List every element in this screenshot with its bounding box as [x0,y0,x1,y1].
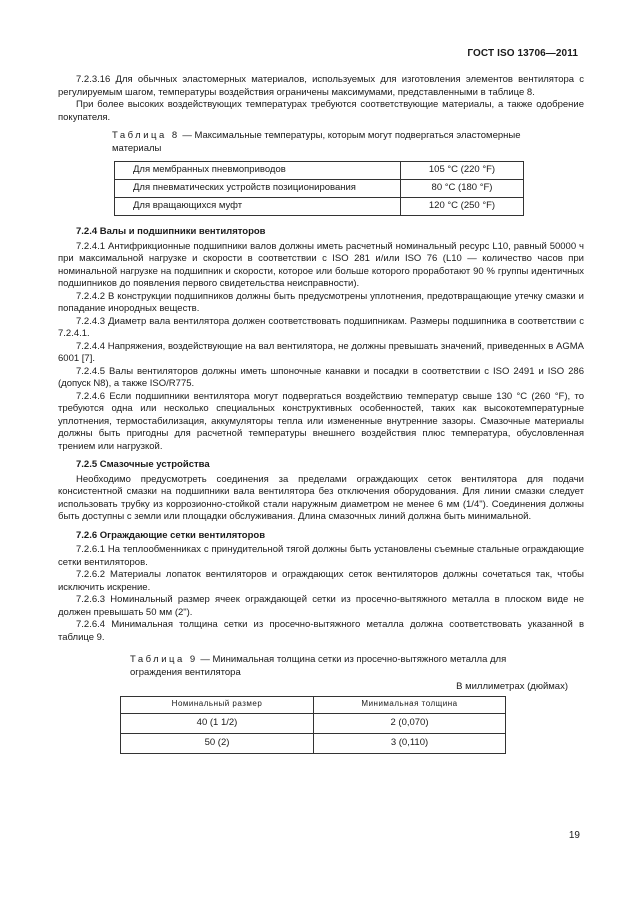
table-cell: Для вращающихся муфт [115,198,401,216]
table-cell: 105 °C (220 °F) [401,162,524,180]
standard-header: ГОСТ ISO 13706—2011 [467,48,578,59]
table-cell: 120 °C (250 °F) [401,198,524,216]
table-9-label: Таблица 9 [130,654,198,665]
paragraph-7-2-4-6: 7.2.4.6 Если подшипники вентилятора могут подвергаться воздействию температур свыше 130 °C (260 °F), то требуются одна или несколько специальных конструктивных особенностей, таких как высокотемпературные уплотнения, термостабилизация, аккумуляторы тепла или измененные внутренние зазоры. Смазочные материалы должны быть пригодны для расчетной температуры внешнего воздействия плюс температура, обусловленная трением или нагрузкой. [58,390,584,452]
paragraph-7-2-4-5: 7.2.4.5 Валы вентиляторов должны иметь шпоночные канавки и посадки в соответствии с ISO 2491 и ISO 286 (допуск N8), а также ISO/R775. [58,365,584,389]
table-row [121,733,506,753]
table-row [115,198,524,216]
paragraph-7-2-4-1: 7.2.4.1 Антифрикционные подшипники валов должны иметь расчетный номинальный ресурс L10, равный 50000 ч при максимальной нагрузке и скорости в соответствии с ISO 281 и/или ISO 76 (L10 — количество часов при номинальной нагрузке на подшипник и скорости, которое или больше которого проработают 90 % группы идентичных подшипников до появления первого свидетельства неисправности). [58,240,584,289]
page-number: 19 [568,830,580,841]
table-cell: 40 (1 1/2) [121,713,314,733]
paragraph-7-2-6-2: 7.2.6.2 Материалы лопаток вентиляторов и ограждающих сеток вентиляторов должны сочетаться так, чтобы исключить искрение. [58,569,584,593]
table-8 [114,161,524,216]
table-row [121,713,506,733]
heading-7-2-4: 7.2.4 Валы и подшипники вентиляторов [76,226,266,237]
paragraph-7-2-6-4: 7.2.6.4 Минимальная толщина сетки из просечно-вытяжного металла должна соответствовать указанной в таблице 9. [58,619,584,643]
table-cell: 50 (2) [121,733,314,753]
table-9 [120,696,506,754]
paragraph-7-2-3-16: 7.2.3.16 Для обычных эластомерных материалов, используемых для изготовления элементов вентилятора с регулируемым шагом, температуры воздействия ограничены максимумами, представленными в таблице 8. [58,74,584,98]
paragraph-7-2-4-3: 7.2.4.3 Диаметр вала вентилятора должен соответствовать подшипникам. Размеры подшипника в соответствии с 7.2.4.1. [58,315,584,339]
table-9-units: В миллиметрах (дюймах) [456,681,568,692]
paragraph-7-2-4-4: 7.2.4.4 Напряжения, воздействующие на вал вентилятора, не должны превышать значений, приведенных в AGMA 6001 [7]. [58,340,584,364]
table-cell: 80 °C (180 °F) [401,180,524,198]
column-header: Номинальный размер [121,696,314,713]
paragraph-7-2-6-3: 7.2.6.3 Номинальный размер ячеек ограждающей сетки из просечно-вытяжного металла в плоском виде не должен превышать 50 мм (2"). [58,594,584,618]
paragraph-7-2-6-1: 7.2.6.1 На теплообменниках с принудительной тягой должны быть установлены съемные стальные ограждающие сетки вентиляторов. [58,544,584,568]
table-cell: 2 (0,070) [314,713,506,733]
table-cell: Для пневматических устройств позиционирования [115,180,401,198]
column-header: Минимальная толщина [314,696,506,713]
table-row [115,180,524,198]
table-8-caption [112,130,522,155]
paragraph-higher-temps: При более высоких воздействующих температурах требуются соответствующие материалы, а также одобрение покупателя. [58,99,584,123]
table-cell: 3 (0,110) [314,733,506,753]
paragraph-7-2-5: Необходимо предусмотреть соединения за пределами ограждающих сеток вентилятора для подачи консистентной смазки на подшипники вала вентилятора без отключения оборудования. Для линии смазки следует использовать трубку из коррозионно-стойкой стали наружным диаметром не менее 6 мм (1/4"). Соединения должны быть доступны с земли или площадки обслуживания. Длина смазочных линий должна быть минимальной. [58,473,584,522]
table-cell: Для мембранных пневмоприводов [115,162,401,180]
table-9-caption [130,654,510,679]
table-9-caption-text: — Минимальная толщина сетки из просечно-вытяжного металла для ограждения вентилятора [130,654,507,678]
heading-7-2-5: 7.2.5 Смазочные устройства [76,459,210,470]
table-row [115,162,524,180]
heading-7-2-6: 7.2.6 Ограждающие сетки вентиляторов [76,529,266,541]
paragraph-7-2-4-2: 7.2.4.2 В конструкции подшипников должны быть предусмотрены уплотнения, предотвращающие утечку смазки и попадание инородных веществ. [58,290,584,314]
table-8-label: Таблица 8 [112,130,180,141]
table-header-row [121,696,506,713]
page-content [58,74,584,754]
table-8-caption-text: — Максимальные температуры, которым могут подвергаться эластомерные материалы [112,130,521,154]
